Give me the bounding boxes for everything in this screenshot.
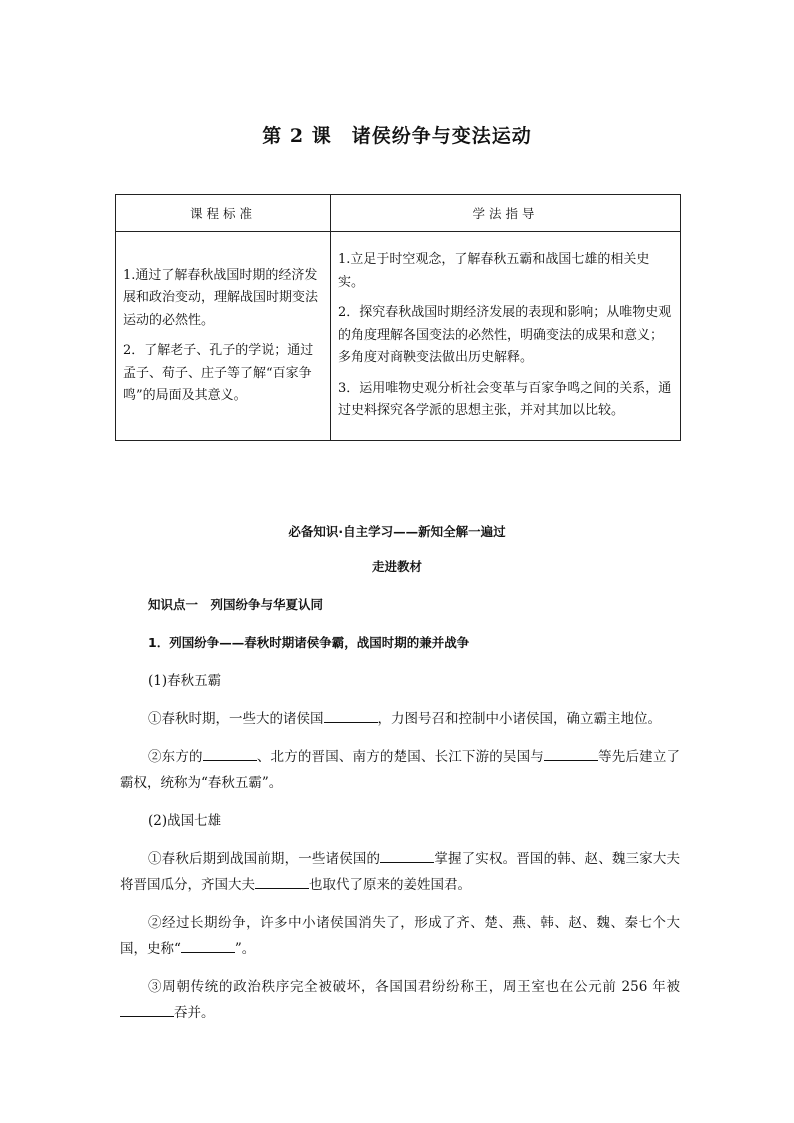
knowledge-point: 知识点一 列国纷争与华夏认同 [148, 597, 324, 612]
fill-blank[interactable] [544, 746, 598, 761]
fill-blank[interactable] [203, 746, 257, 761]
guidance-item: 3．运用唯物史观分析社会变革与百家争鸣之间的关系，通过史料探究各学派的思想主张，并对其加以比较。 [338, 380, 672, 419]
paragraph-5: ③周朝传统的政治秩序完全被破坏，各国国君纷纷称王，周王室也在公元前 256 年被吞并。 [120, 974, 680, 1026]
paragraph-2: ②东方的 、北方的晋国、南方的楚国、长江下游的吴国与 等先后建立了霸权，统称为“春秋五霸”。 [120, 744, 680, 796]
standards-cell [116, 232, 331, 441]
section-title: 必备知识·自主学习——新知全解一遍过 [288, 524, 506, 539]
standard-item: 1.通过了解春秋战国时期的经济发展和政治变动，理解战国时期变法运动的必然性。 [123, 267, 319, 328]
lesson-body [120, 592, 680, 1026]
guidance-item: 1.立足于时空观念，了解春秋五霸和战国七雄的相关史实。 [338, 252, 650, 290]
paragraph-1: ①春秋时期，一些大的诸侯国 ，力图号召和控制中小诸侯国，确立霸主地位。 [120, 706, 680, 732]
heading-1: 1．列国纷争——春秋时期诸侯争霸，战国时期的兼并战争 [148, 635, 470, 650]
fill-blank[interactable] [255, 874, 309, 889]
table-header-standards: 课程标准 [116, 195, 331, 232]
fill-blank[interactable] [380, 848, 434, 863]
standard-item: 2．了解老子、孔子的学说；通过孟子、荀子、庄子等了解“百家争鸣”的局面及其意义。 [123, 343, 314, 403]
paragraph-3: ①春秋后期到战国前期，一些诸侯国的 掌握了实权。晋国的韩、赵、魏三家大夫将晋国瓜分，齐国大夫 也取代了原来的姜姓国君。 [120, 846, 680, 898]
paragraph-4: ②经过长期纷争，许多中小诸侯国消失了，形成了齐、楚、燕、韩、赵、魏、秦七个大国，史称“ ”。 [120, 915, 680, 957]
table-header-guidance: 学法指导 [331, 195, 681, 232]
subheading-1: (1)春秋五霸 [148, 673, 222, 689]
fill-blank[interactable] [120, 1002, 174, 1017]
guidance-cell [331, 232, 681, 441]
fill-blank[interactable] [324, 708, 378, 723]
guidance-item: 2．探究春秋战国时期经济发展的表现和影响；从唯物史观的角度理解各国变法的必然性，明确变法的成果和意义；多角度对商鞅变法做出历史解释。 [338, 305, 672, 366]
subheading-2: (2)战国七雄 [148, 813, 222, 829]
curriculum-table [115, 194, 681, 441]
page-title: 第 2 课 诸侯纷争与变法运动 [262, 125, 532, 147]
subsection-title: 走进教材 [371, 559, 422, 574]
fill-blank[interactable] [181, 938, 235, 953]
